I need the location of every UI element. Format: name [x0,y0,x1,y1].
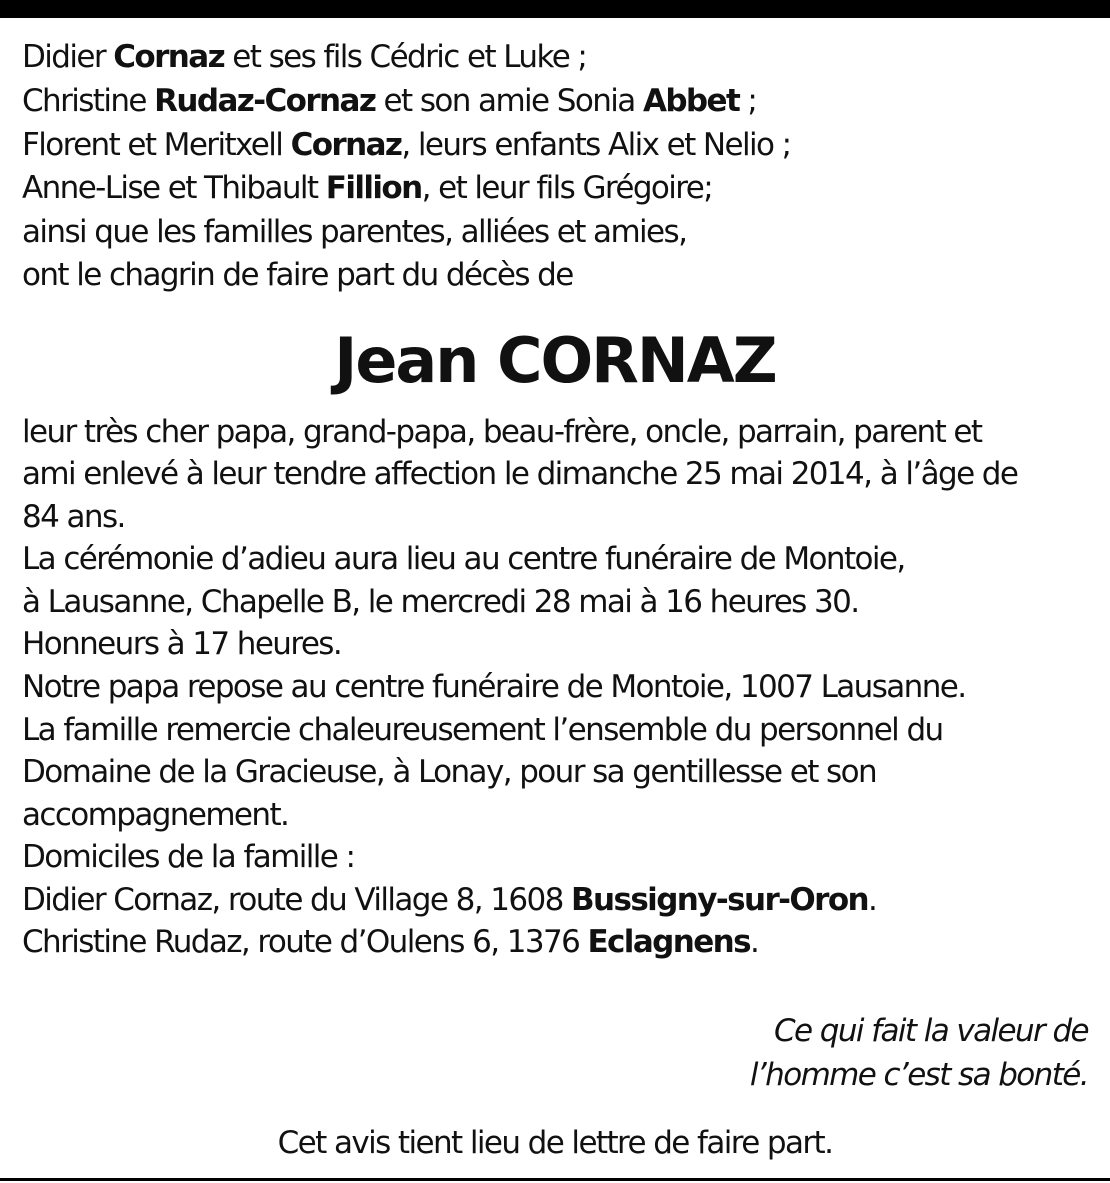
quote-line-1: Ce qui fait la valeur de [774,1013,1088,1049]
top-rule [0,0,1110,18]
surname: Cornaz [113,39,225,75]
family-line-5: ainsi que les familles parentes, alliées et amies, [22,214,687,250]
body-line-5: à Lausanne, Chapelle B, le mercredi 28 mai à 16 heures 30. [22,584,859,620]
bottom-rule [0,1178,1110,1181]
quote-line-2: l’homme c’est sa bonté. [749,1057,1088,1093]
address-line-2: Christine Rudaz, route d’Oulens 6, 1376 Eclagnens. [22,924,759,960]
body-line-4: La cérémonie d’adieu aura lieu au centre funéraire de Montoie, [22,541,905,577]
locality: Bussigny-sur-Oron [570,882,869,918]
surname: Cornaz [290,127,402,163]
body-line-9: Domaine de la Gracieuse, à Lonay, pour sa gentillesse et son [22,754,877,790]
deceased-name: Jean CORNAZ [334,324,776,397]
surname: Rudaz-Cornaz [154,83,376,119]
body-line-1: leur très cher papa, grand-papa, beau-frère, oncle, parrain, parent et [22,414,982,450]
body-line-3: 84 ans. [22,499,125,535]
body-line-6: Honneurs à 17 heures. [22,626,342,662]
locality: Eclagnens [587,924,750,960]
surname: Fillion [325,170,422,206]
body-line-10: accompagnement. [22,797,289,833]
footer-note: Cet avis tient lieu de lettre de faire part. [277,1125,833,1161]
family-line-3: Florent et Meritxell Cornaz, leurs enfants Alix et Nelio ; [22,127,791,163]
surname: Abbet [642,83,740,119]
body-line-7: Notre papa repose au centre funéraire de Montoie, 1007 Lausanne. [22,669,966,705]
family-line-4: Anne-Lise et Thibault Fillion, et leur fils Grégoire; [22,170,713,206]
family-line-6: ont le chagrin de faire part du décès de [22,257,573,293]
family-line-1: Didier Cornaz et ses fils Cédric et Luke ; [22,39,587,75]
body-line-8: La famille remercie chaleureusement l’ensemble du personnel du [22,712,943,748]
body-line-11: Domiciles de la famille : [22,839,355,875]
family-line-2: Christine Rudaz-Cornaz et son amie Sonia Abbet ; [22,83,757,119]
address-line-1: Didier Cornaz, route du Village 8, 1608 Bussigny-sur-Oron. [22,882,877,918]
body-line-2: ami enlevé à leur tendre affection le dimanche 25 mai 2014, à l’âge de [22,456,1018,492]
